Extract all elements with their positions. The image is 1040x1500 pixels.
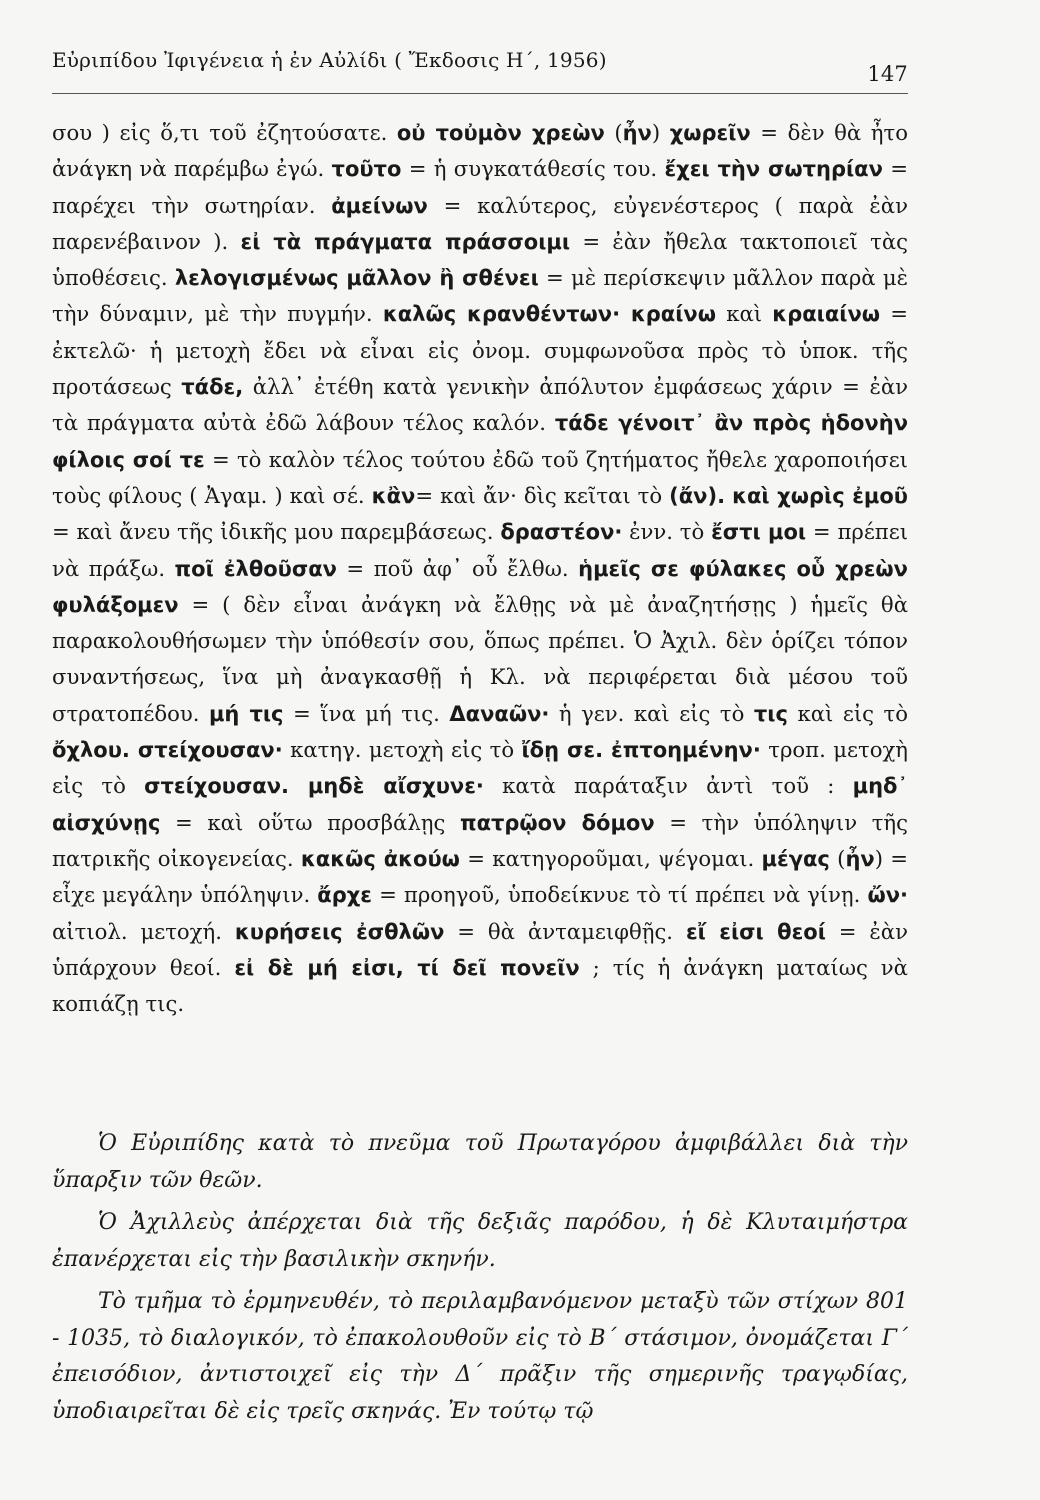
lemma-term: μή τις <box>208 701 284 726</box>
note-paragraph: Ὁ Εὐριπίδης κατὰ τὸ πνεῦμα τοῦ Πρωταγόρου ἀμφιβάλλει διὰ τὴν ὕπαρξιν τῶν θεῶν. <box>52 1131 908 1193</box>
lemma-term: (ἄν). <box>669 483 726 508</box>
gloss-text: = προηγοῦ, ὑποδείκνυε τὸ τί πρέπει νὰ γίνῃ. <box>371 882 868 908</box>
gloss-text: ) <box>651 120 670 145</box>
header-rule <box>52 93 908 94</box>
lemma-term: Δαναῶν· <box>449 701 550 726</box>
lemma-term: εἴ εἰσι θεοί <box>685 919 826 944</box>
running-title: Εὐριπίδου Ἰφιγένεια ἡ ἐν Αὐλίδι ( Ἔκδοσις Η΄, 1956) <box>52 48 607 72</box>
gloss-text: ἡ γεν. καὶ εἰς τὸ <box>549 700 754 726</box>
gloss-text: κατὰ παράταξιν ἀντὶ τοῦ : <box>483 773 853 799</box>
gloss-text: = ἐὰν ἤθελα τακτοποιεῖ τὰς ὑποθέσεις. <box>52 228 908 291</box>
gloss-text: ( <box>604 120 623 145</box>
gloss-text: τροπ. μετοχὴ εἰς τὸ <box>52 737 909 799</box>
lemma-term: μηδ᾽ αἰσχύνῃς <box>52 774 908 835</box>
lemma-term: ἀμείνων <box>331 193 428 218</box>
gloss-text: = πρέπει νὰ πράξω. <box>52 519 909 581</box>
lemma-term: ἔχει τὴν σωτηρίαν <box>664 157 883 182</box>
lemma-term: στείχουσαν. μηδὲ αἴσχυνε· <box>144 774 484 799</box>
gloss-text: ἀλλ᾽ ἐτέθη κατὰ γενικὴν ἀπόλυτον ἐμφάσεως χάριν = ἐὰν τὰ πράγματα αὐτὰ ἐδῶ λάβουν τέλος καλόν. <box>52 374 909 436</box>
lemma-term: ἦν <box>622 121 652 145</box>
lemma-term: μέγας <box>761 846 830 871</box>
gloss-text: = δὲν θὰ ἦτο ἀνάγκη νὰ παρέμβω ἐγώ. <box>52 120 908 182</box>
lemma-term: ἔστι μοι <box>711 520 807 545</box>
gloss-text: κατηγ. μετοχὴ εἰς τὸ <box>282 737 522 763</box>
gloss-text: = καὶ οὕτω προσβάλῃς <box>160 809 460 835</box>
page-number: 147 <box>867 62 908 86</box>
lemma-term: κακῶς ἀκούω <box>300 846 460 871</box>
gloss-text: = καὶ ἄν· δὶς κεῖται τὸ <box>415 482 670 508</box>
lemma-term: ποῖ ἐλθοῦσαν <box>174 556 337 581</box>
gloss-text: αἰτιολ. μετοχή. <box>52 918 235 944</box>
gloss-text: καὶ <box>715 301 773 327</box>
lemma-term: κἂν <box>371 483 416 508</box>
lemma-term: καὶ χωρὶς ἐμοῦ <box>732 483 908 508</box>
notes-section <box>52 1126 908 1436</box>
gloss-text: = θὰ ἀνταμειφθῇς. <box>444 918 686 944</box>
lemma-term: ἡμεῖς σε φύλακες οὗ χρεὼν φυλάξομεν <box>52 556 908 617</box>
gloss-text: = παρέχει τὴν σωτηρίαν. <box>52 156 908 218</box>
gloss-text: σου ) εἰς ὅ,τι τοῦ ἐζητούσατε. <box>52 120 397 145</box>
gloss-text: ; τίς ἡ ἀνάγκη ματαίως νὰ κοπιάζῃ τις. <box>52 954 908 1017</box>
gloss-text: ( <box>829 845 846 871</box>
lemma-term: τοῦτο <box>331 157 402 182</box>
lemma-term: κραιαίνω <box>772 302 881 327</box>
lemma-term: τάδε γένοιτ᾽ ἂν πρὸς ἡδονὴν φίλοις σοί τε <box>52 411 908 472</box>
commentary-text <box>52 115 908 1022</box>
lemma-term: καλῶς κρανθέντων· κραίνω <box>382 302 716 327</box>
gloss-text: = τὴν ὑπόληψιν τῆς πατρικῆς οἰκογενείας. <box>52 809 908 871</box>
gloss-text: = ἐὰν ὑπάρχουν θεοί. <box>52 918 908 980</box>
gloss-text: = καλύτερος, εὐγενέστερος ( παρὰ ἐὰν παρενέβαινον ). <box>52 192 908 254</box>
running-header <box>52 40 908 86</box>
gloss-text: = ἵνα μή τις. <box>283 700 450 726</box>
lemma-term: πατρῷον δόμον <box>459 810 655 835</box>
gloss-text: = μὲ περίσκεψιν μᾶλλον παρὰ μὲ τὴν δύναμιν, μὲ τὴν πυγμήν. <box>52 265 908 327</box>
gloss-text: = ἐκτελῶ· ἡ μετοχὴ ἔδει νὰ εἶναι εἰς ὀνομ. συμφωνοῦσα πρὸς τὸ ὑποκ. τῆς προτάσεως <box>52 301 908 400</box>
gloss-text: καὶ εἰς τὸ <box>787 700 908 726</box>
lemma-term: οὐ τοὐμὸν χρεὼν <box>396 121 605 145</box>
lemma-term: ἄρχε <box>317 883 372 908</box>
gloss-text: ἐνν. τὸ <box>622 519 712 545</box>
lemma-term: εἰ δὲ μή εἰσι, τί δεῖ πονεῖν <box>234 955 580 980</box>
lemma-term: χωρεῖν <box>669 121 751 145</box>
note-paragraph: Ὁ Ἀχιλλεὺς ἀπέρχεται διὰ τῆς δεξιᾶς παρόδου, ἡ δὲ Κλυταιμήστρα ἐπανέρχεται εἰς τὴν βασιλικὴν σκηνήν. <box>52 1210 908 1272</box>
gloss-text: = ἡ συγκατάθεσίς του. <box>401 156 665 182</box>
lemma-term: λελογισμένως μᾶλλον ἢ σθένει <box>174 266 539 291</box>
note-paragraph: Τὸ τμῆμα τὸ ἑρμηνευθέν, τὸ περιλαμβανόμενον μεταξὺ τῶν στίχων 801 - 1035, τὸ διαλογικόν, τὸ ἐπακολουθοῦν εἰς τὸ Β΄ στάσιμον, ὀνομάζεται Γ΄ ἐπεισόδιον, ἀντιστοιχεῖ εἰς τὴν Δ΄ πρᾶξιν τῆς σημερινῆς τραγῳδίας, ὑποδιαιρεῖται δὲ εἰς τρεῖς σκηνάς. Ἐν τούτῳ τῷ <box>52 1289 908 1424</box>
lemma-term: τάδε, <box>181 375 244 400</box>
lemma-term: δραστέον· <box>500 520 623 545</box>
lemma-term: εἰ τὰ πράγματα πράσσοιμι <box>240 229 571 254</box>
lemma-term: ὤν· <box>867 883 908 908</box>
lemma-term: ἴδῃ σε. ἐπτοημένην· <box>521 738 761 763</box>
lemma-term: τις <box>753 701 788 726</box>
lemma-term: ἦν <box>845 846 875 871</box>
gloss-text: = ποῦ ἀφ᾽ οὗ ἔλθω. <box>336 555 579 581</box>
gloss-text: = καὶ ἄνευ τῆς ἰδικῆς μου παρεμβάσεως. <box>52 519 501 545</box>
lemma-term: ὄχλου. στείχουσαν· <box>52 738 283 763</box>
gloss-text: ) = εἶχε μεγάλην ὑπόληψιν. <box>52 845 909 908</box>
lemma-term: κυρήσεις ἐσθλῶν <box>234 919 445 944</box>
gloss-text: = κατηγοροῦμαι, ψέγομαι. <box>459 845 762 871</box>
gloss-text: = ( δὲν εἶναι ἀνάγκη νὰ ἔλθῃς νὰ μὲ ἀναζητήσῃς ) ἡμεῖς θὰ παρακολουθήσωμεν τὴν ὑπόθεσίν σου, ὅπως πρέπει. Ὁ Ἀχιλ. δὲν ὁρίζει τόπον συναντήσεως, ἵνα μὴ ἀναγκασθῇ ἡ Κλ. νὰ περιφέρεται διὰ μέσου τοῦ στρατοπέδου. <box>52 591 908 726</box>
gloss-text: = τὸ καλὸν τέλος τούτου ἐδῶ τοῦ ζητήματος ἤθελε χαροποιήσει τοὺς φίλους ( Ἀγαμ. ) καὶ σέ. <box>52 446 908 508</box>
